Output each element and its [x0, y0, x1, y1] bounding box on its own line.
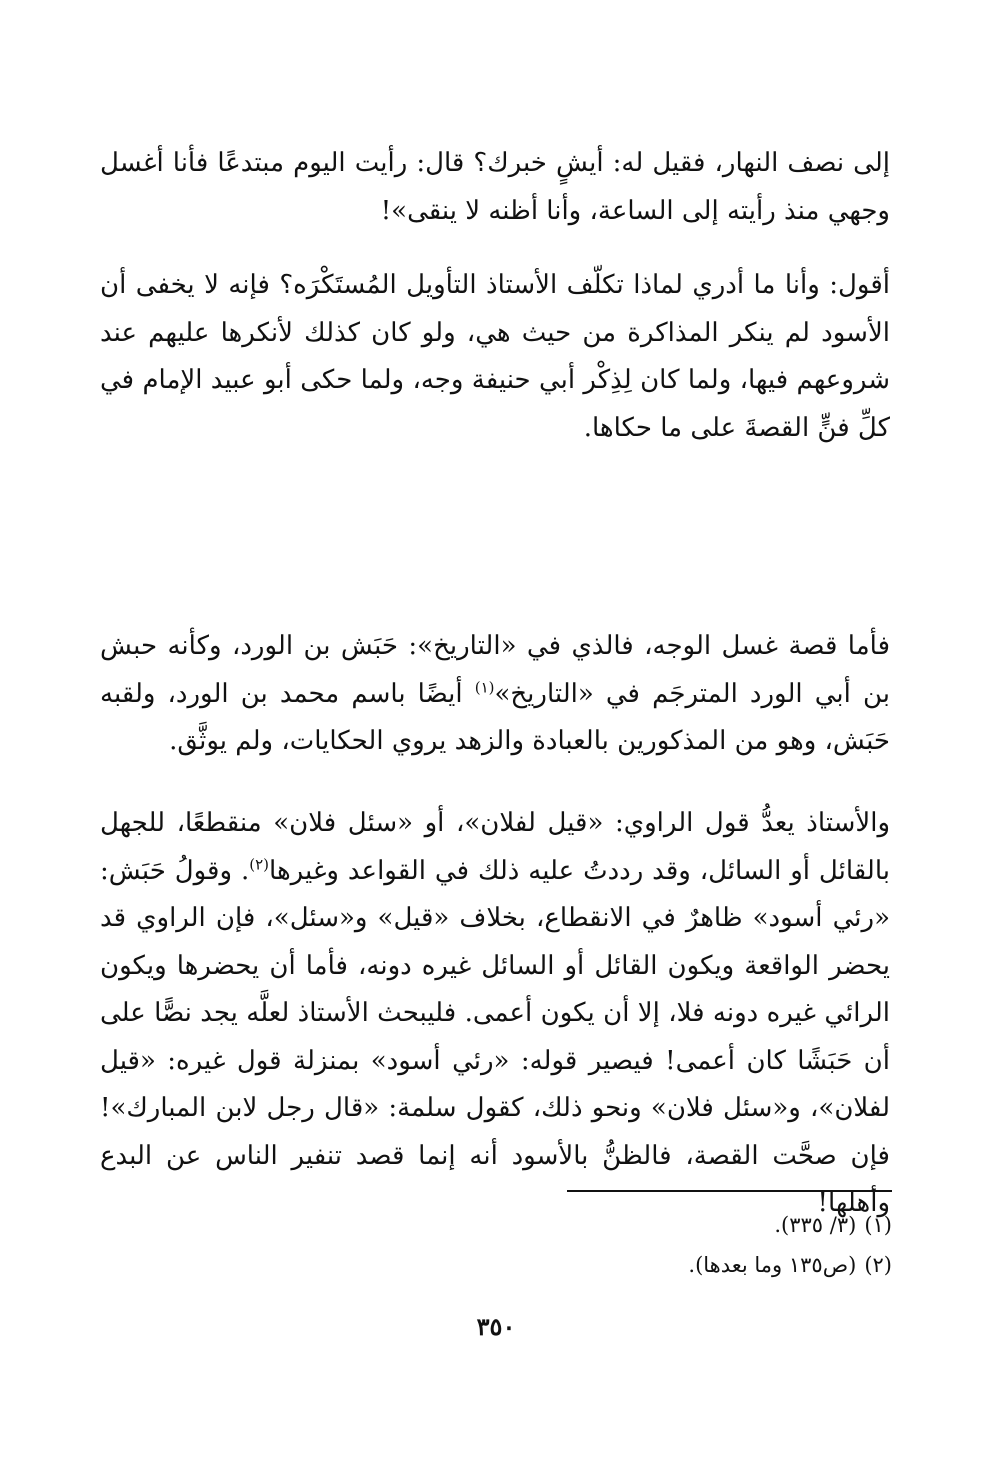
footnote-ref-1[interactable]: (١)	[474, 677, 495, 696]
footnote-separator	[567, 1190, 892, 1192]
page-number: ٣٥٠	[476, 1312, 516, 1341]
footnote-2-number: (٢)	[864, 1253, 892, 1277]
footnote-2-text: (ص١٣٥ وما بعدها).	[688, 1253, 857, 1277]
paragraph-3	[100, 623, 890, 766]
footnote-1-number: (١)	[864, 1213, 892, 1237]
footnote-1	[102, 1205, 892, 1245]
paragraph-4	[100, 800, 890, 1228]
footnotes	[102, 1205, 892, 1285]
footnote-2	[102, 1245, 892, 1285]
paragraph-4-text-after: . وقولُ حَبَش: «رئي أسود» ظاهرٌ في الانقطاع، بخلاف «قيل» و«سئل»، فإن الراوي قد يحضر الواقعة ويكون القائل أو السائل غيره دونه، فأما أن يحضرها ويكون الرائي غيره دونه فلا، إلا أن يكون أعمى. فليبحث الأستاذ لعلَّه يجد نصًّا على أن حَبَشًا كان أعمى! فيصير قوله: «رئي أسود» بمنزلة قول غيره: «قيل لفلان»، و«سئل فلان» ونحو ذلك، كقول سلمة: «قال رجل لابن المبارك»! فإن صحَّت القصة، فالظنُّ بالأسود أنه إنما قصد تنفير الناس عن البدع وأهلها!	[100, 855, 890, 1218]
paragraph-4-text-before: والأستاذ يعدُّ قول الراوي: «قيل لفلان»، أو «سئل فلان» منقطعًا، للجهل بالقائل أو السائل، وقد رددتُ عليه ذلك في القواعد وغيرها	[100, 808, 890, 886]
paragraph-3-text-after: أيضًا باسم محمد بن الورد، ولقبه حَبَش، وهو من المذكورين بالعبادة والزهد يروي الحكايات، ولم يوثَّق.	[100, 678, 890, 756]
paragraph-3-text-before: فأما قصة غسل الوجه، فالذي في «التاريخ»: حَبَش بن الورد، وكأنه حبش بن أبي الورد المترجَم في «التاريخ»	[100, 631, 890, 709]
paragraph-1: إلى نصف النهار، فقيل له: أيشٍ خبرك؟ قال: رأيت اليوم مبتدعًا فأنا أغسل وجهي منذ رأيته إلى الساعة، وأنا أظنه لا ينقى»!	[100, 148, 890, 226]
paragraph-2: أقول: وأنا ما أدري لماذا تكلّف الأستاذ التأويل المُستَكْرَه؟ فإنه لا يخفى أن الأسود لم ينكر المذاكرة من حيث هي، ولو كان كذلك لأنكرها عليهم عند شروعهم فيها، ولما كان لِذِكْر أبي حنيفة وجه، ولما حكى أبو عبيد الإمام في كلِّ فنٍّ القصةَ على ما حكاها.	[100, 270, 890, 443]
footnote-ref-2[interactable]: (٢)	[249, 854, 270, 873]
footnote-1-text: (٣/ ٣٣٥).	[774, 1213, 857, 1237]
